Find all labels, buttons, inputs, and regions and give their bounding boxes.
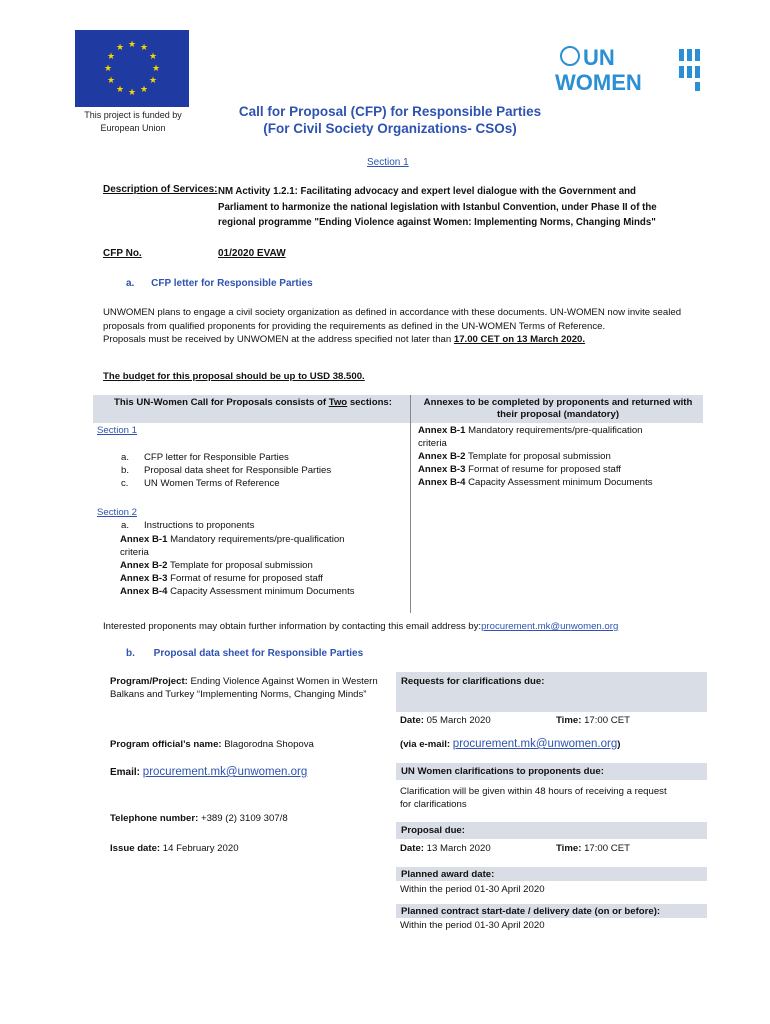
program-label: Program/Project:	[110, 676, 188, 687]
sections-left-header	[93, 395, 413, 423]
right-annex-b3	[418, 463, 621, 476]
right-annex-b1-cont: criteria	[418, 438, 447, 449]
eu-funding-caption: This project is funded by European Union	[84, 110, 182, 133]
cfp-number-value: 01/2020 EVAW	[218, 248, 286, 259]
item-text: Instructions to proponents	[144, 520, 255, 531]
svg-text:★: ★	[106, 52, 116, 62]
svg-text:★: ★	[115, 43, 125, 53]
subsection-a-letter: a.	[126, 278, 135, 289]
svg-text:★: ★	[127, 40, 137, 50]
un-women-logo	[553, 44, 723, 97]
sections-right-header: Annexes to be completed by proponents and returned with their proposal (mandatory)	[413, 395, 703, 423]
section-1-heading: Section 1	[367, 157, 409, 168]
section2-annex-b1-cont: criteria	[120, 547, 149, 558]
phone-value: +389 (2) 3109 307/8	[198, 813, 288, 824]
eu-stars-icon	[75, 30, 189, 107]
section1-item-a	[121, 451, 289, 464]
annex-code: Annex B-3	[418, 464, 466, 475]
subsection-a-title: CFP letter for Responsible Parties	[151, 278, 313, 289]
title-line-2: (For Civil Society Organizations- CSOs)	[263, 121, 517, 136]
award-date-value: Within the period 01-30 April 2020	[400, 884, 545, 895]
left-header-two: Two	[328, 397, 348, 408]
annex-text: Template for proposal submission	[167, 560, 313, 571]
svg-text:★: ★	[127, 88, 137, 98]
annex-code: Annex B-1	[418, 425, 466, 436]
unw-clarifications-box	[396, 763, 707, 780]
left-header-text: This UN-Women Call for Proposals consists of	[114, 397, 329, 408]
annex-text: Format of resume for proposed staff	[167, 573, 323, 584]
time-value: 17:00 CET	[581, 715, 630, 726]
svg-text:★: ★	[106, 76, 116, 86]
official-label: Program official’s name:	[110, 739, 222, 750]
annex-code: Annex B-4	[120, 586, 168, 597]
annex-text: Capacity Assessment minimum Documents	[167, 586, 355, 597]
intro-p2-text: Proposals must be received by UNWOMEN at the address specified not later than	[103, 334, 454, 345]
award-date-box	[396, 867, 707, 881]
logo-women-text: WOMEN	[555, 70, 642, 94]
official-value: Blagorodna Shopova	[221, 739, 314, 750]
item-text: Proposal data sheet for Responsible Parties	[144, 465, 332, 476]
via-close: )	[617, 739, 621, 750]
annex-text: Template for proposal submission	[465, 451, 611, 462]
budget-statement: The budget for this proposal should be up to USD 38.500.	[103, 371, 365, 382]
contract-date-box	[396, 904, 707, 918]
proposal-due-heading: Proposal due:	[401, 825, 465, 836]
svg-text:★: ★	[139, 85, 149, 95]
intro-paragraph	[103, 306, 683, 347]
annex-code: Annex B-2	[418, 451, 466, 462]
email-link[interactable]: procurement.mk@unwomen.org	[142, 766, 308, 778]
program-value: Ending Violence Against Women in Western Balkans and Turkey “Implementing Norms, Changing Minds”	[110, 676, 378, 700]
time-label: Time:	[556, 843, 582, 854]
proposal-time	[556, 842, 630, 855]
sections-table	[93, 395, 703, 423]
telephone-field	[110, 812, 288, 825]
section2-annex-b1	[120, 533, 345, 546]
intro-p2	[103, 333, 683, 347]
via-email-line	[400, 738, 620, 751]
section1-item-b	[121, 464, 332, 477]
contact-text: Interested proponents may obtain further information by contacting this email address by:	[103, 621, 482, 632]
section2-annex-b3	[120, 572, 323, 585]
contract-date-value: Within the period 01-30 April 2020	[400, 920, 545, 931]
clarif-time	[556, 714, 630, 727]
title-line-1: Call for Proposal (CFP) for Responsible Parties	[238, 104, 542, 119]
date-value: 13 March 2020	[424, 843, 491, 854]
annex-code: Annex B-2	[120, 560, 168, 571]
item-letter: a.	[121, 452, 130, 463]
item-letter: a.	[121, 520, 130, 531]
time-value: 17:00 CET	[581, 843, 630, 854]
item-letter: b.	[121, 465, 130, 476]
description-text: NM Activity 1.2.1: Facilitating advocacy and expert level dialogue with the Government and Parliament to harmonize the national legislation with Istanbul Convention, under Phase II of the regional programme "Ending Violence against Women: Implementing Norms, Changing Minds"	[218, 186, 657, 228]
subsection-b-heading	[126, 648, 363, 659]
intro-p1: UNWOMEN plans to engage a civil society organization as defined in accordance with these documents. UN-WOMEN now invite sealed proposals from qualified proponents for providing the requirements as defined in the UN-WOMEN Terms of Reference.	[103, 307, 682, 332]
via-email-link[interactable]: procurement.mk@unwomen.org	[452, 738, 618, 750]
date-label: Date:	[400, 843, 424, 854]
sections-section1-link[interactable]: Section 1	[97, 425, 138, 436]
proposal-due-box	[396, 822, 707, 839]
left-header-post: sections:	[347, 397, 392, 408]
annex-code: Annex B-3	[120, 573, 168, 584]
unw-clarifications-heading: UN Women clarifications to proponents due:	[401, 766, 604, 777]
clarifications-header-box	[396, 672, 707, 712]
contact-line	[103, 621, 618, 632]
phone-label: Telephone number:	[110, 813, 199, 824]
annex-code: Annex B-1	[120, 534, 168, 545]
deadline-text: 17.00 CET on 13 March 2020.	[453, 334, 586, 345]
via-label: (via e-mail:	[400, 739, 451, 750]
svg-text:★: ★	[148, 52, 158, 62]
time-label: Time:	[556, 715, 582, 726]
program-official-field	[110, 738, 314, 751]
right-annex-b4	[418, 476, 653, 489]
proposal-date	[400, 842, 491, 855]
annex-text: Format of resume for proposed staff	[465, 464, 621, 475]
svg-text:★: ★	[115, 85, 125, 95]
svg-text:★: ★	[148, 76, 158, 86]
logo-un-text: UN	[583, 45, 615, 70]
right-annex-b2	[418, 450, 611, 463]
annex-text: Mandatory requirements/pre-qualification	[167, 534, 345, 545]
subsection-a-heading	[126, 278, 313, 289]
item-text: CFP letter for Responsible Parties	[144, 452, 289, 463]
subsection-b-title: Proposal data sheet for Responsible Parties	[153, 648, 364, 659]
issue-date-field	[110, 842, 239, 855]
clarifications-heading: Requests for clarifications due:	[401, 676, 545, 687]
svg-text:★: ★	[151, 64, 161, 74]
date-value: 05 March 2020	[424, 715, 491, 726]
svg-text:★: ★	[139, 43, 149, 53]
annex-code: Annex B-4	[418, 477, 466, 488]
sections-section2-link[interactable]: Section 2	[97, 507, 138, 518]
email-label: Email:	[110, 767, 141, 778]
email-field	[110, 766, 307, 779]
cfp-number-label: CFP No.	[103, 248, 142, 259]
issue-value: 14 February 2020	[160, 843, 239, 854]
item-text: UN Women Terms of Reference	[144, 478, 280, 489]
logo-figures-icon	[679, 49, 700, 91]
annex-text: Capacity Assessment minimum Documents	[465, 477, 653, 488]
item-letter: c.	[121, 478, 129, 489]
sections-table-divider	[410, 395, 411, 613]
section2-annex-b4	[120, 585, 355, 598]
contract-date-heading: Planned contract start-date / delivery date (on or before):	[401, 906, 661, 917]
unw-clarifications-text: Clarification will be given within 48 hours of receiving a request for clarifications	[400, 786, 667, 810]
un-emblem-icon	[561, 47, 579, 65]
svg-text:★: ★	[103, 64, 113, 74]
issue-label: Issue date:	[110, 843, 161, 854]
date-label: Date:	[400, 715, 424, 726]
contact-email-link[interactable]: procurement.mk@unwomen.org	[481, 621, 619, 632]
document-title	[200, 103, 580, 137]
award-date-heading: Planned award date:	[401, 869, 495, 880]
subsection-b-letter: b.	[126, 648, 135, 659]
section2-annex-b2	[120, 559, 313, 572]
description-label: Description of Services:	[103, 184, 218, 195]
right-annex-b1	[418, 424, 643, 437]
clarif-date	[400, 714, 491, 727]
program-project-field	[110, 675, 380, 701]
annex-text: Mandatory requirements/pre-qualification	[465, 425, 643, 436]
section2-item-a	[121, 519, 255, 532]
eu-flag-logo	[75, 30, 189, 107]
section1-item-c	[121, 477, 280, 490]
